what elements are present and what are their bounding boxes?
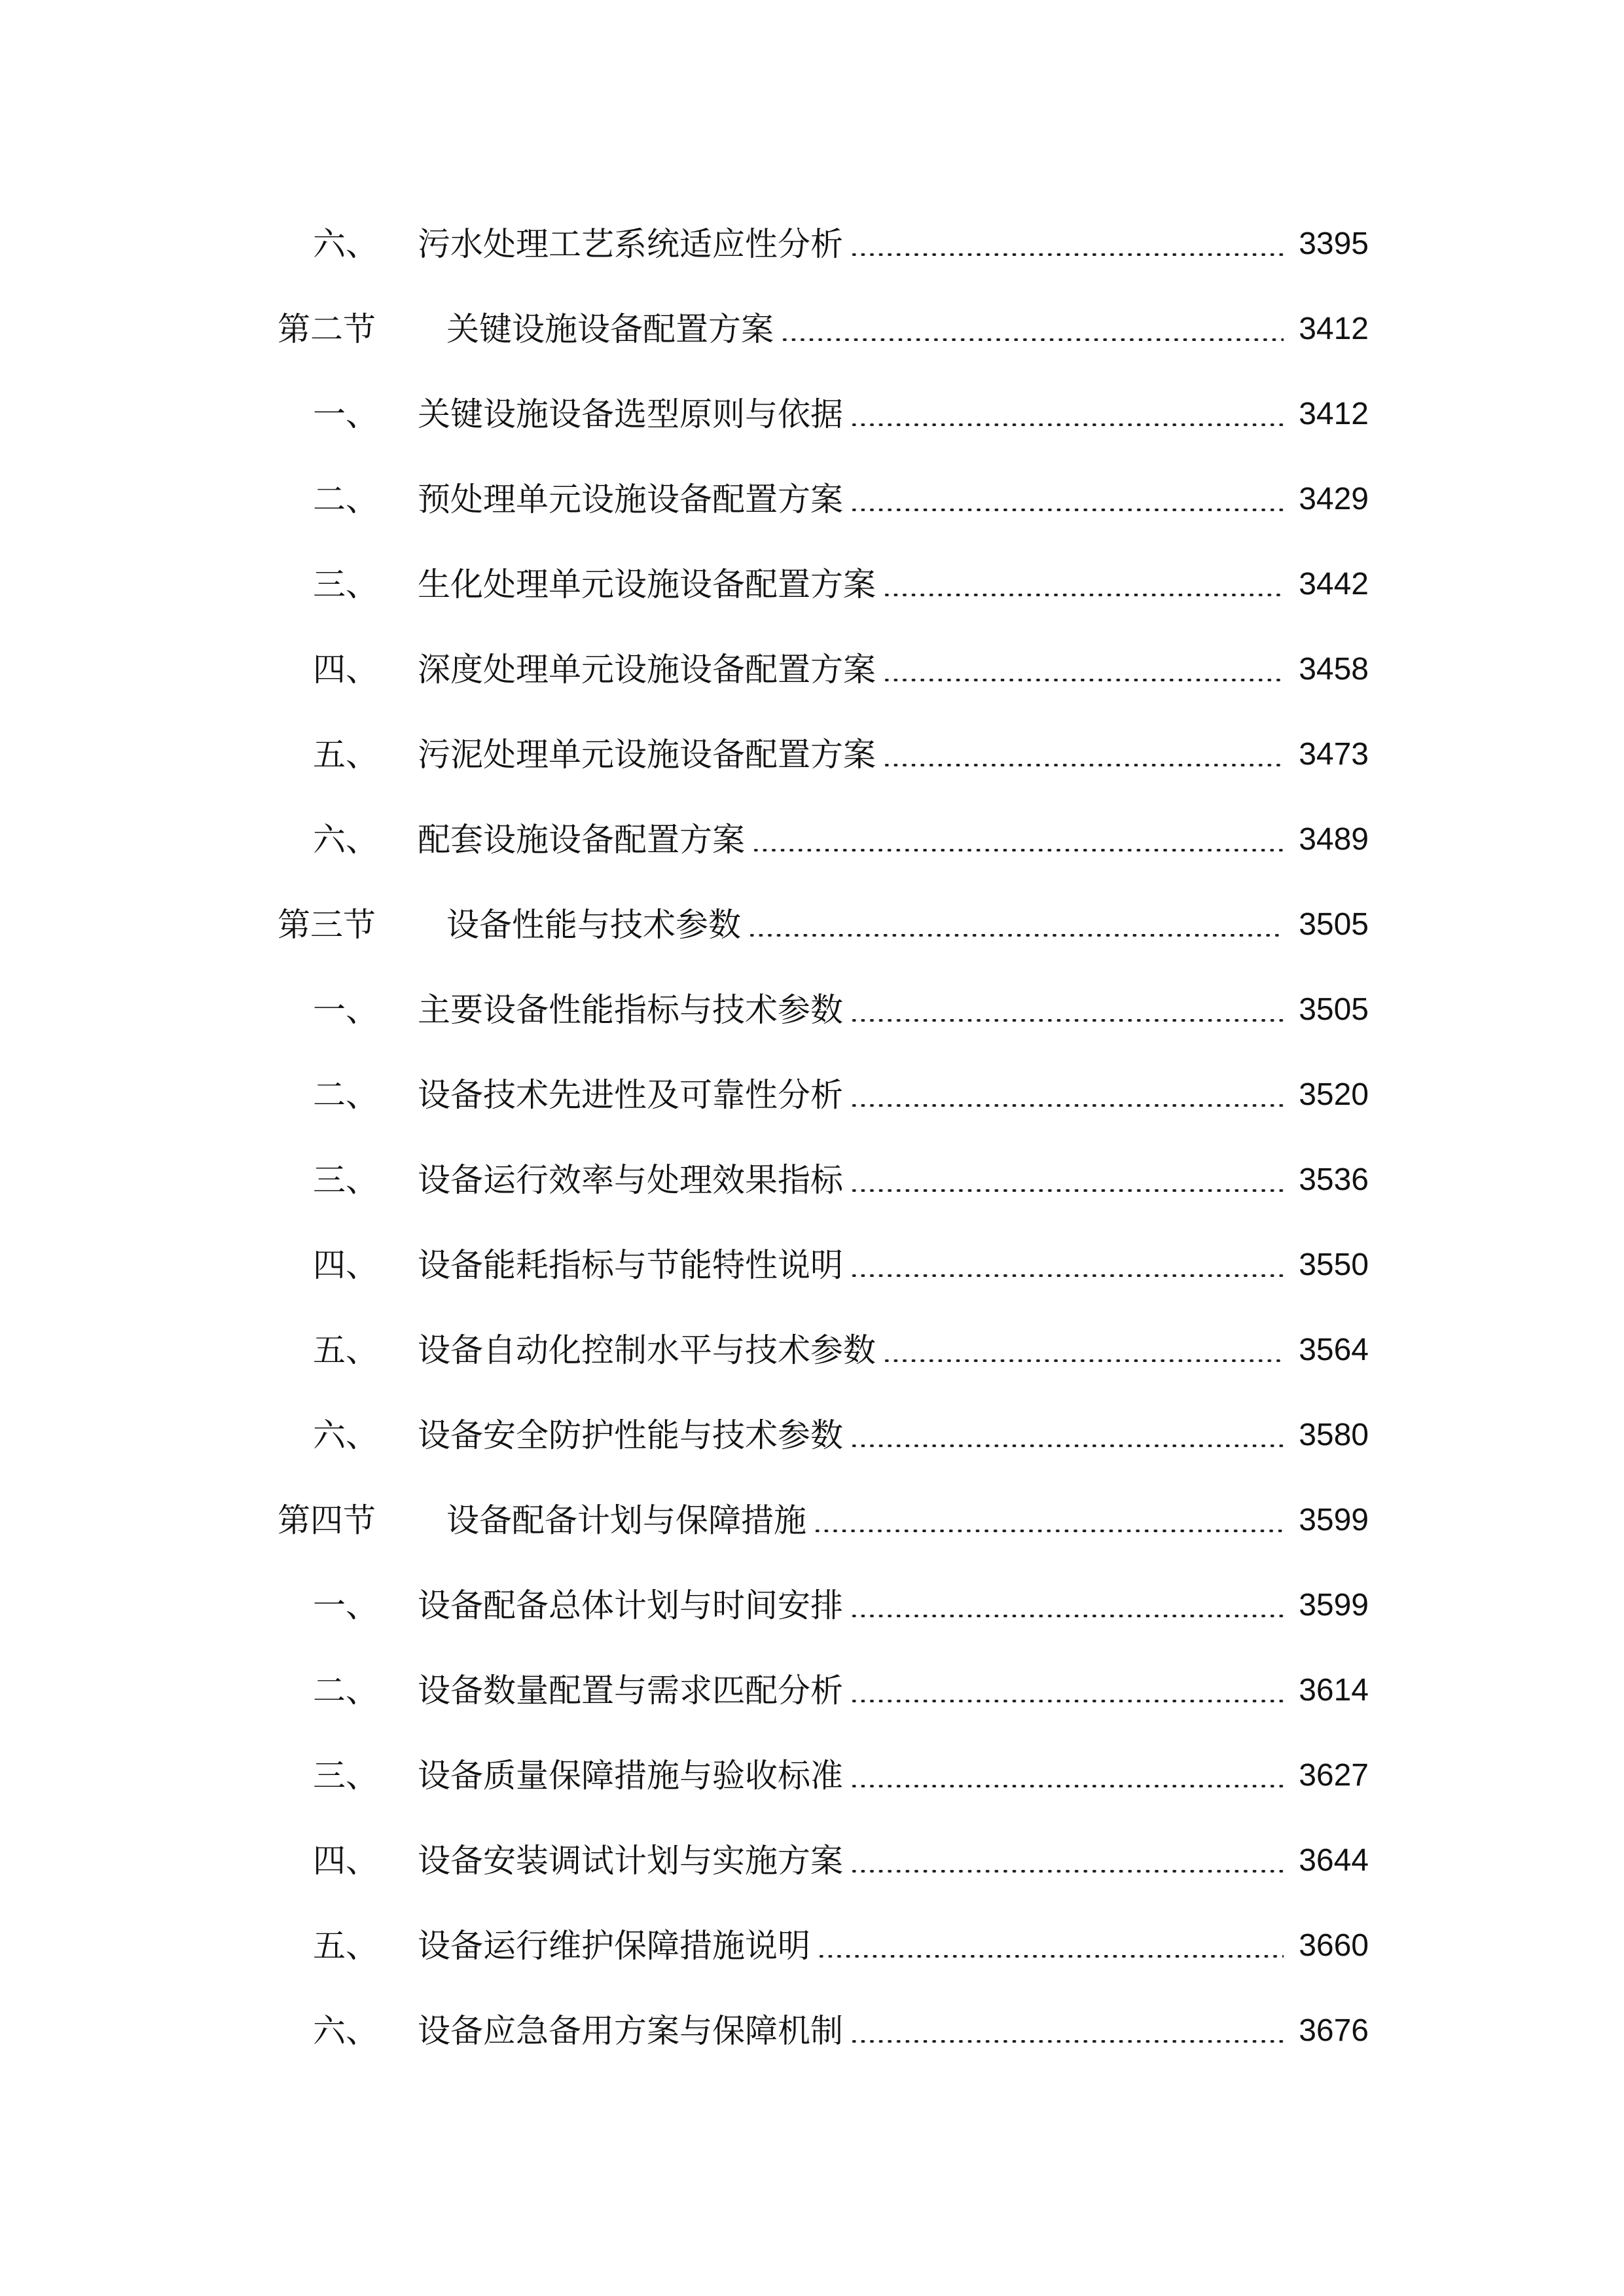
toc-entry-title: 配套设施设备配置方案 xyxy=(418,821,745,859)
toc-entry-number: 四、 xyxy=(313,1246,378,1284)
toc-entry-title: 污水处理工艺系统适应性分析 xyxy=(418,225,843,263)
toc-entry[interactable] xyxy=(313,1232,1369,1285)
dot-leader xyxy=(850,1444,1284,1447)
toc-entry[interactable] xyxy=(313,637,1369,689)
toc-entry-number: 二、 xyxy=(313,1076,378,1114)
toc-entry-title: 生化处理单元设施设备配置方案 xyxy=(418,565,876,603)
toc-entry-title: 深度处理单元设施设备配置方案 xyxy=(418,651,876,689)
dot-leader xyxy=(751,849,1284,852)
toc-entry-page: 3627 xyxy=(1299,1758,1369,1793)
toc-entry-number: 一、 xyxy=(313,395,378,433)
toc-entry-title: 设备数量配置与需求匹配分析 xyxy=(418,1672,843,1710)
dot-leader xyxy=(780,338,1284,341)
dot-leader xyxy=(850,1700,1284,1702)
toc-entry-title: 污泥处理单元设施设备配置方案 xyxy=(418,736,876,774)
toc-section-page: 3412 xyxy=(1299,312,1369,346)
dot-leader xyxy=(850,509,1284,511)
toc-entry[interactable] xyxy=(313,722,1369,774)
toc-entry-page: 3580 xyxy=(1299,1418,1369,1452)
toc-entry-page: 3458 xyxy=(1299,652,1369,687)
dot-leader xyxy=(850,1104,1284,1107)
toc-entry-page: 3473 xyxy=(1299,737,1369,772)
dot-leader xyxy=(882,679,1284,681)
toc-entry-title: 设备应急备用方案与保障机制 xyxy=(418,2012,843,2050)
toc-entry[interactable] xyxy=(313,552,1369,604)
toc-entry-title: 设备技术先进性及可靠性分析 xyxy=(418,1076,843,1114)
toc-section-page: 3505 xyxy=(1299,907,1369,942)
toc-entry-page: 3412 xyxy=(1299,397,1369,431)
dot-leader xyxy=(748,934,1284,937)
toc-entry-page: 3644 xyxy=(1299,1843,1369,1878)
toc-entry-number: 五、 xyxy=(313,1331,378,1369)
dot-leader xyxy=(813,1530,1284,1532)
toc-entry-number: 六、 xyxy=(313,2012,378,2050)
toc-entry-page: 3614 xyxy=(1299,1673,1369,1708)
toc-section-number: 第四节 xyxy=(278,1501,376,1539)
toc-entry[interactable] xyxy=(313,382,1369,434)
toc-entry[interactable] xyxy=(313,807,1369,859)
toc-entry-page: 3550 xyxy=(1299,1247,1369,1282)
dot-leader xyxy=(817,1955,1284,1958)
toc-section-title: 设备性能与技术参数 xyxy=(446,906,741,944)
toc-entry-title: 关键设施设备选型原则与依据 xyxy=(418,395,843,433)
dot-leader xyxy=(882,594,1284,596)
toc-entry[interactable] xyxy=(313,1062,1369,1115)
toc-entry-number: 一、 xyxy=(313,991,378,1029)
toc-entry-title: 主要设备性能指标与技术参数 xyxy=(418,991,843,1029)
toc-entry-number: 六、 xyxy=(313,1416,378,1454)
toc-entry-number: 三、 xyxy=(313,565,378,603)
toc-entry-title: 预处理单元设施设备配置方案 xyxy=(418,480,843,518)
toc-entry-number: 五、 xyxy=(313,1927,378,1965)
toc-entry-number: 六、 xyxy=(313,225,378,263)
toc-entry-title: 设备配备总体计划与时间安排 xyxy=(418,1587,843,1624)
toc-entry-number: 一、 xyxy=(313,1587,378,1624)
dot-leader xyxy=(850,2040,1284,2043)
toc-entry[interactable] xyxy=(313,1743,1369,1795)
toc-entry-title: 设备自动化控制水平与技术参数 xyxy=(418,1331,876,1369)
toc-entry-page: 3599 xyxy=(1299,1588,1369,1623)
toc-entry-title: 设备安全防护性能与技术参数 xyxy=(418,1416,843,1454)
toc-entry[interactable] xyxy=(313,977,1369,1030)
dot-leader xyxy=(882,1359,1284,1362)
toc-entry-page: 3660 xyxy=(1299,1928,1369,1963)
toc-entry-page: 3564 xyxy=(1299,1333,1369,1367)
toc-section-page: 3599 xyxy=(1299,1503,1369,1537)
toc-entry-page: 3489 xyxy=(1299,822,1369,857)
toc-entry[interactable] xyxy=(313,1998,1369,2051)
dot-leader xyxy=(882,764,1284,766)
toc-entry[interactable] xyxy=(313,1318,1369,1370)
toc-entry-page: 3520 xyxy=(1299,1077,1369,1112)
toc-entry-number: 四、 xyxy=(313,651,378,689)
toc-entry-number: 二、 xyxy=(313,1672,378,1710)
toc-entry-number: 六、 xyxy=(313,821,378,859)
dot-leader xyxy=(850,1274,1284,1277)
dot-leader xyxy=(850,1615,1284,1617)
toc-section-number: 第三节 xyxy=(278,906,376,944)
toc-entry-title: 设备运行效率与处理效果指标 xyxy=(418,1161,843,1199)
toc-entry-page: 3395 xyxy=(1299,226,1369,261)
toc-section-title: 设备配备计划与保障措施 xyxy=(446,1501,806,1539)
toc-entry-number: 三、 xyxy=(313,1161,378,1199)
toc-entry[interactable] xyxy=(313,1913,1369,1965)
toc-section-entry[interactable] xyxy=(278,1488,1369,1540)
toc-entry[interactable] xyxy=(313,211,1369,264)
dot-leader xyxy=(850,253,1284,256)
toc-entry-title: 设备质量保障措施与验收标准 xyxy=(418,1757,843,1795)
dot-leader xyxy=(850,1870,1284,1873)
toc-entry[interactable] xyxy=(313,467,1369,519)
dot-leader xyxy=(850,423,1284,426)
toc-entry-page: 3505 xyxy=(1299,992,1369,1027)
toc-entry[interactable] xyxy=(313,1828,1369,1880)
toc-entry-number: 三、 xyxy=(313,1757,378,1795)
dot-leader xyxy=(850,1189,1284,1192)
toc-entry[interactable] xyxy=(313,1573,1369,1625)
toc-entry[interactable] xyxy=(313,1147,1369,1200)
dot-leader xyxy=(850,1785,1284,1787)
toc-section-title: 关键设施设备配置方案 xyxy=(446,310,774,348)
toc-entry-title: 设备能耗指标与节能特性说明 xyxy=(418,1246,843,1284)
toc-entry-number: 二、 xyxy=(313,480,378,518)
toc-entry[interactable] xyxy=(313,1658,1369,1710)
toc-entry-number: 四、 xyxy=(313,1842,378,1880)
dot-leader xyxy=(850,1019,1284,1022)
toc-section-number: 第二节 xyxy=(278,310,376,348)
toc-section-entry[interactable] xyxy=(278,296,1369,349)
toc-entry-page: 3676 xyxy=(1299,2013,1369,2048)
toc-section-entry[interactable] xyxy=(278,892,1369,944)
toc-entry[interactable] xyxy=(313,1403,1369,1455)
toc-entry-page: 3536 xyxy=(1299,1162,1369,1197)
toc-entry-page: 3429 xyxy=(1299,482,1369,516)
toc-entry-number: 五、 xyxy=(313,736,378,774)
toc-entry-page: 3442 xyxy=(1299,567,1369,601)
toc-entry-title: 设备安装调试计划与实施方案 xyxy=(418,1842,843,1880)
toc-entry-title: 设备运行维护保障措施说明 xyxy=(418,1927,810,1965)
